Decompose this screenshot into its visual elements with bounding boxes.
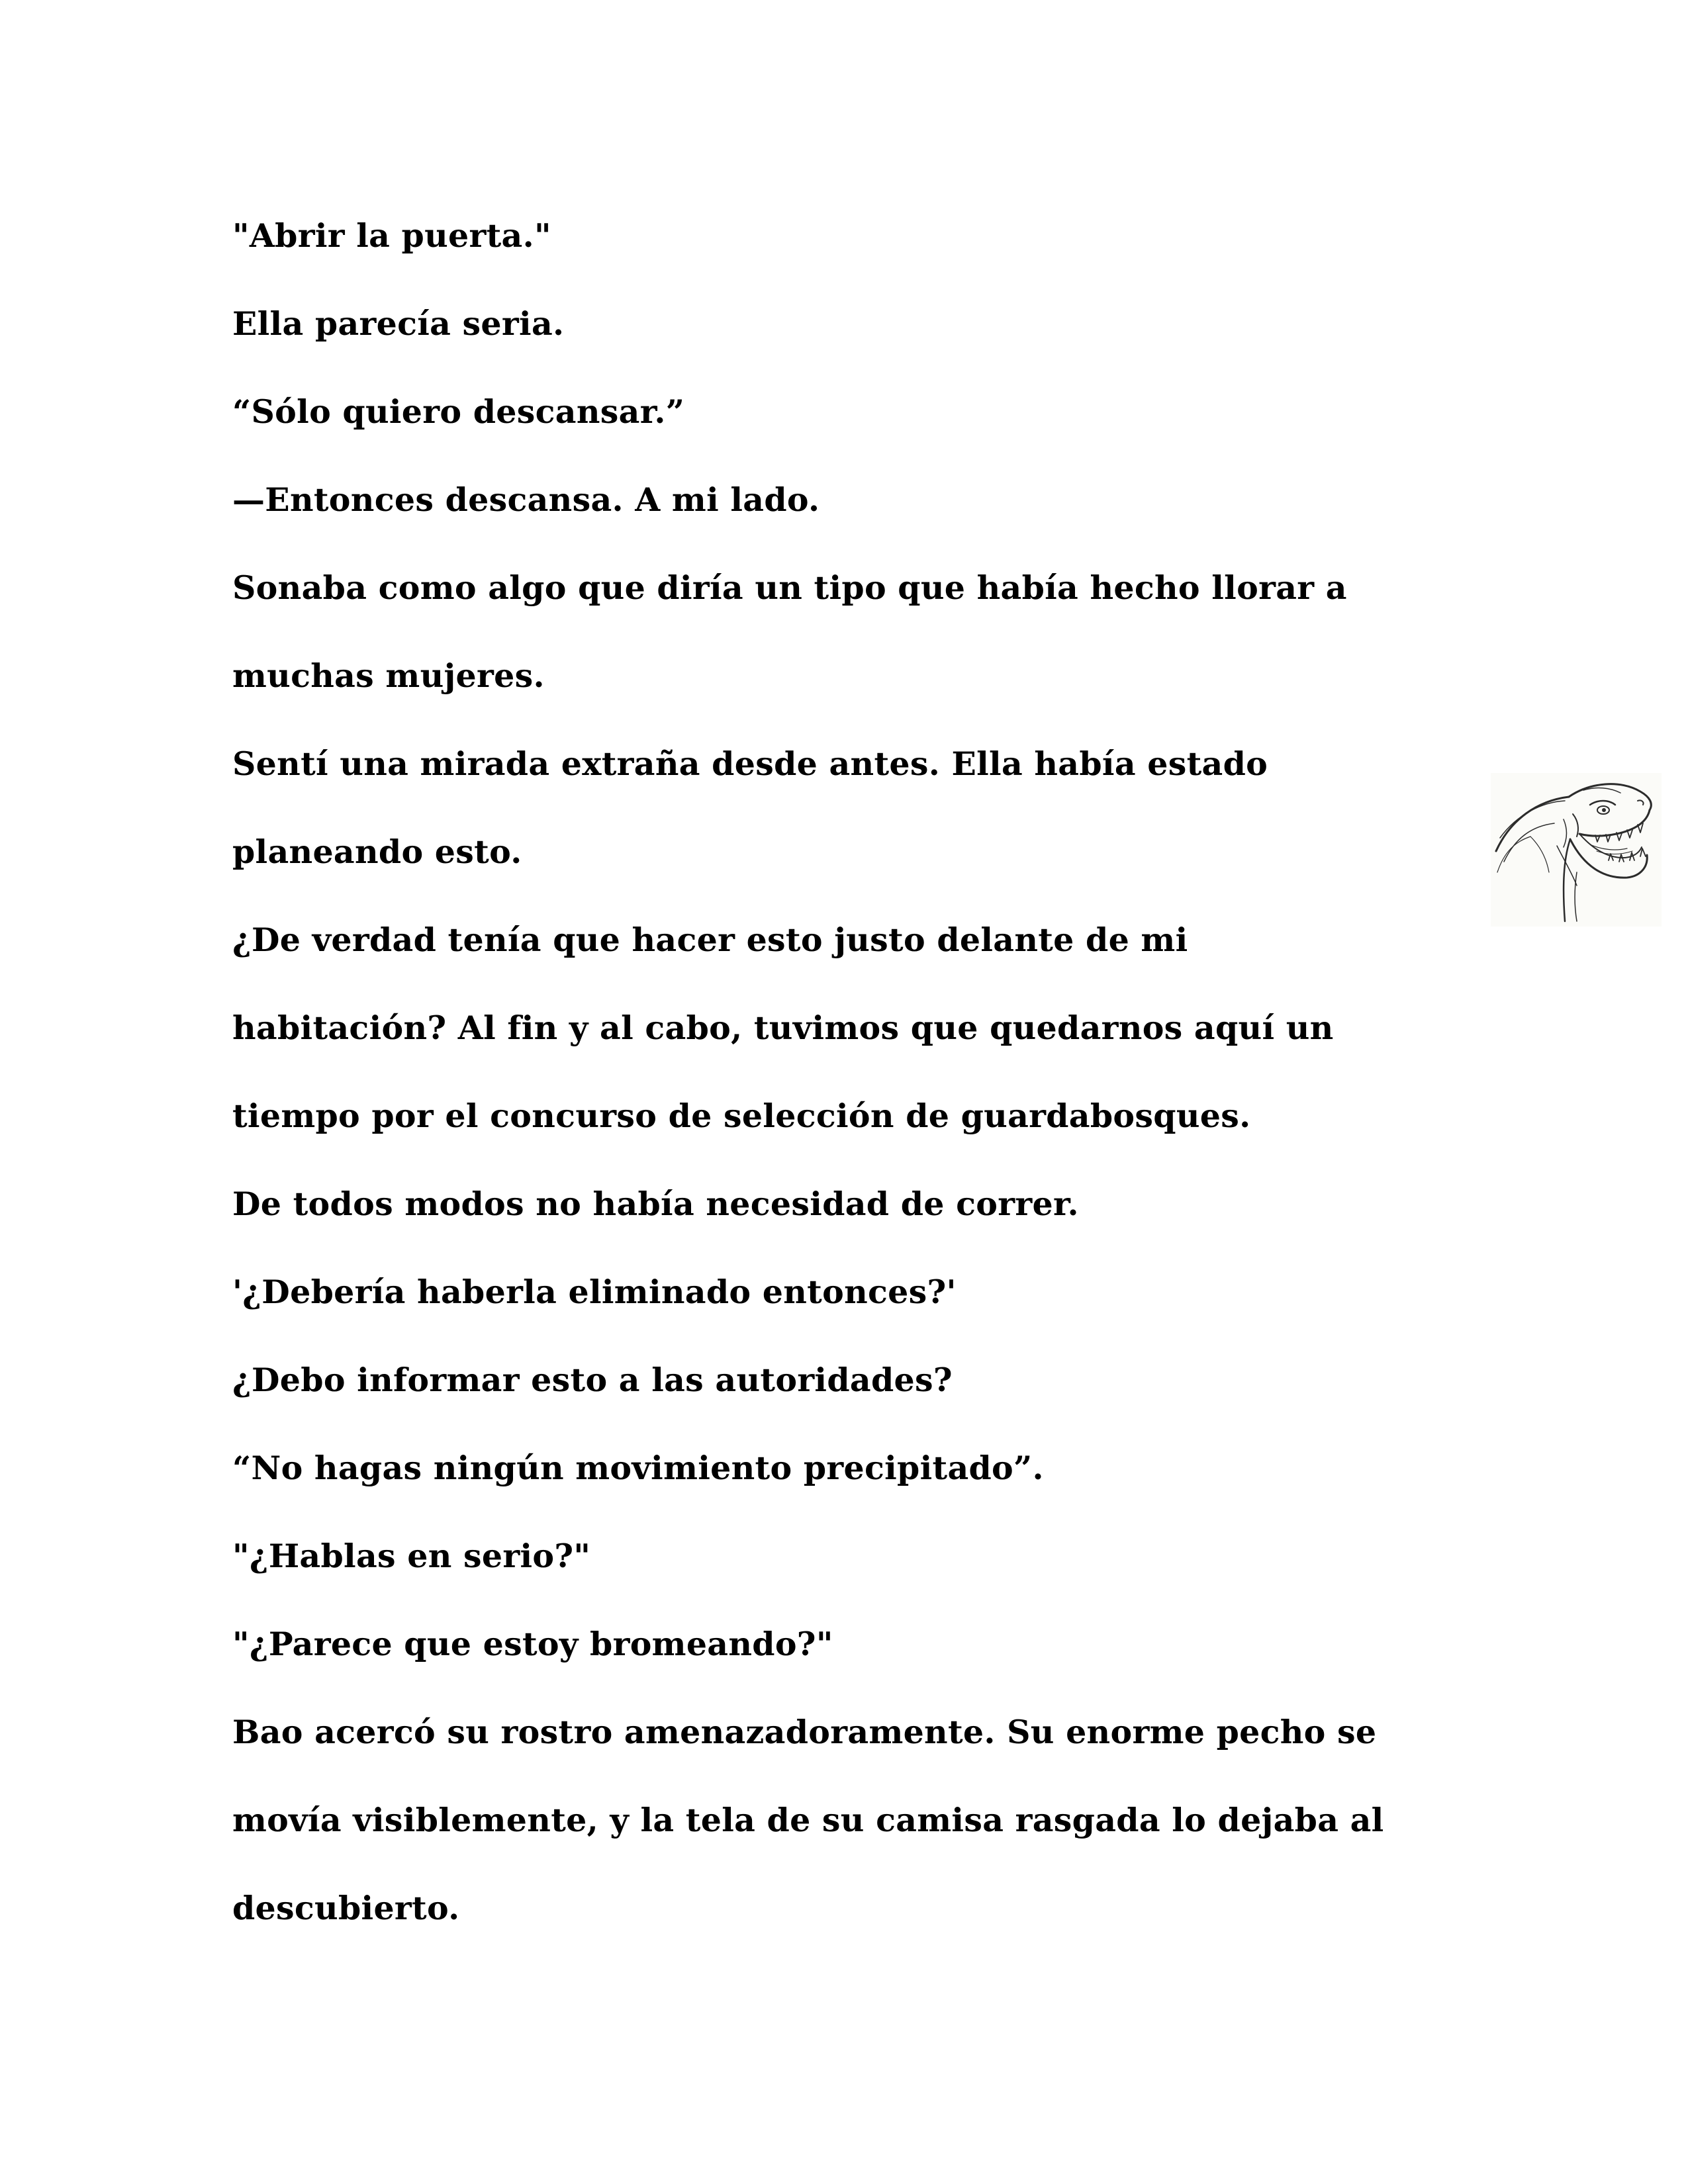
text-line: ¿De verdad tenía que hacer esto justo delante de mi [232,921,1188,959]
text-line: habitación? Al fin y al cabo, tuvimos que quedarnos aquí un [232,1009,1334,1047]
text-line: movía visiblemente, y la tela de su camisa rasgada lo dejaba al [232,1801,1384,1839]
text-line: '¿Debería haberla eliminado entonces?' [232,1273,957,1311]
text-line: Sentí una mirada extraña desde antes. Ella había estado [232,745,1268,783]
text-line: Sonaba como algo que diría un tipo que había hecho llorar a [232,569,1347,607]
text-line: "¿Hablas en serio?" [232,1537,591,1575]
story-text [232,192,1490,1952]
text-line: "¿Parece que estoy bromeando?" [232,1625,833,1663]
text-line: muchas mujeres. [232,657,545,695]
text-line: —Entonces descansa. A mi lado. [232,480,820,519]
text-line: tiempo por el concurso de selección de guardabosques. [232,1097,1251,1135]
text-line: Ella parecía seria. [232,304,565,343]
text-line: De todos modos no había necesidad de correr. [232,1185,1079,1223]
text-line: planeando esto. [232,833,522,871]
text-line: "Abrir la puerta." [232,216,551,255]
text-line: “Sólo quiero descansar.” [232,392,685,431]
text-line: “No hagas ningún movimiento precipitado”. [232,1449,1044,1487]
dinosaur-head-sketch-icon [1491,773,1662,927]
text-line: descubierto. [232,1889,460,1927]
text-line: Bao acercó su rostro amenazadoramente. Su enorme pecho se [232,1713,1377,1751]
text-line: ¿Debo informar esto a las autoridades? [232,1361,953,1399]
